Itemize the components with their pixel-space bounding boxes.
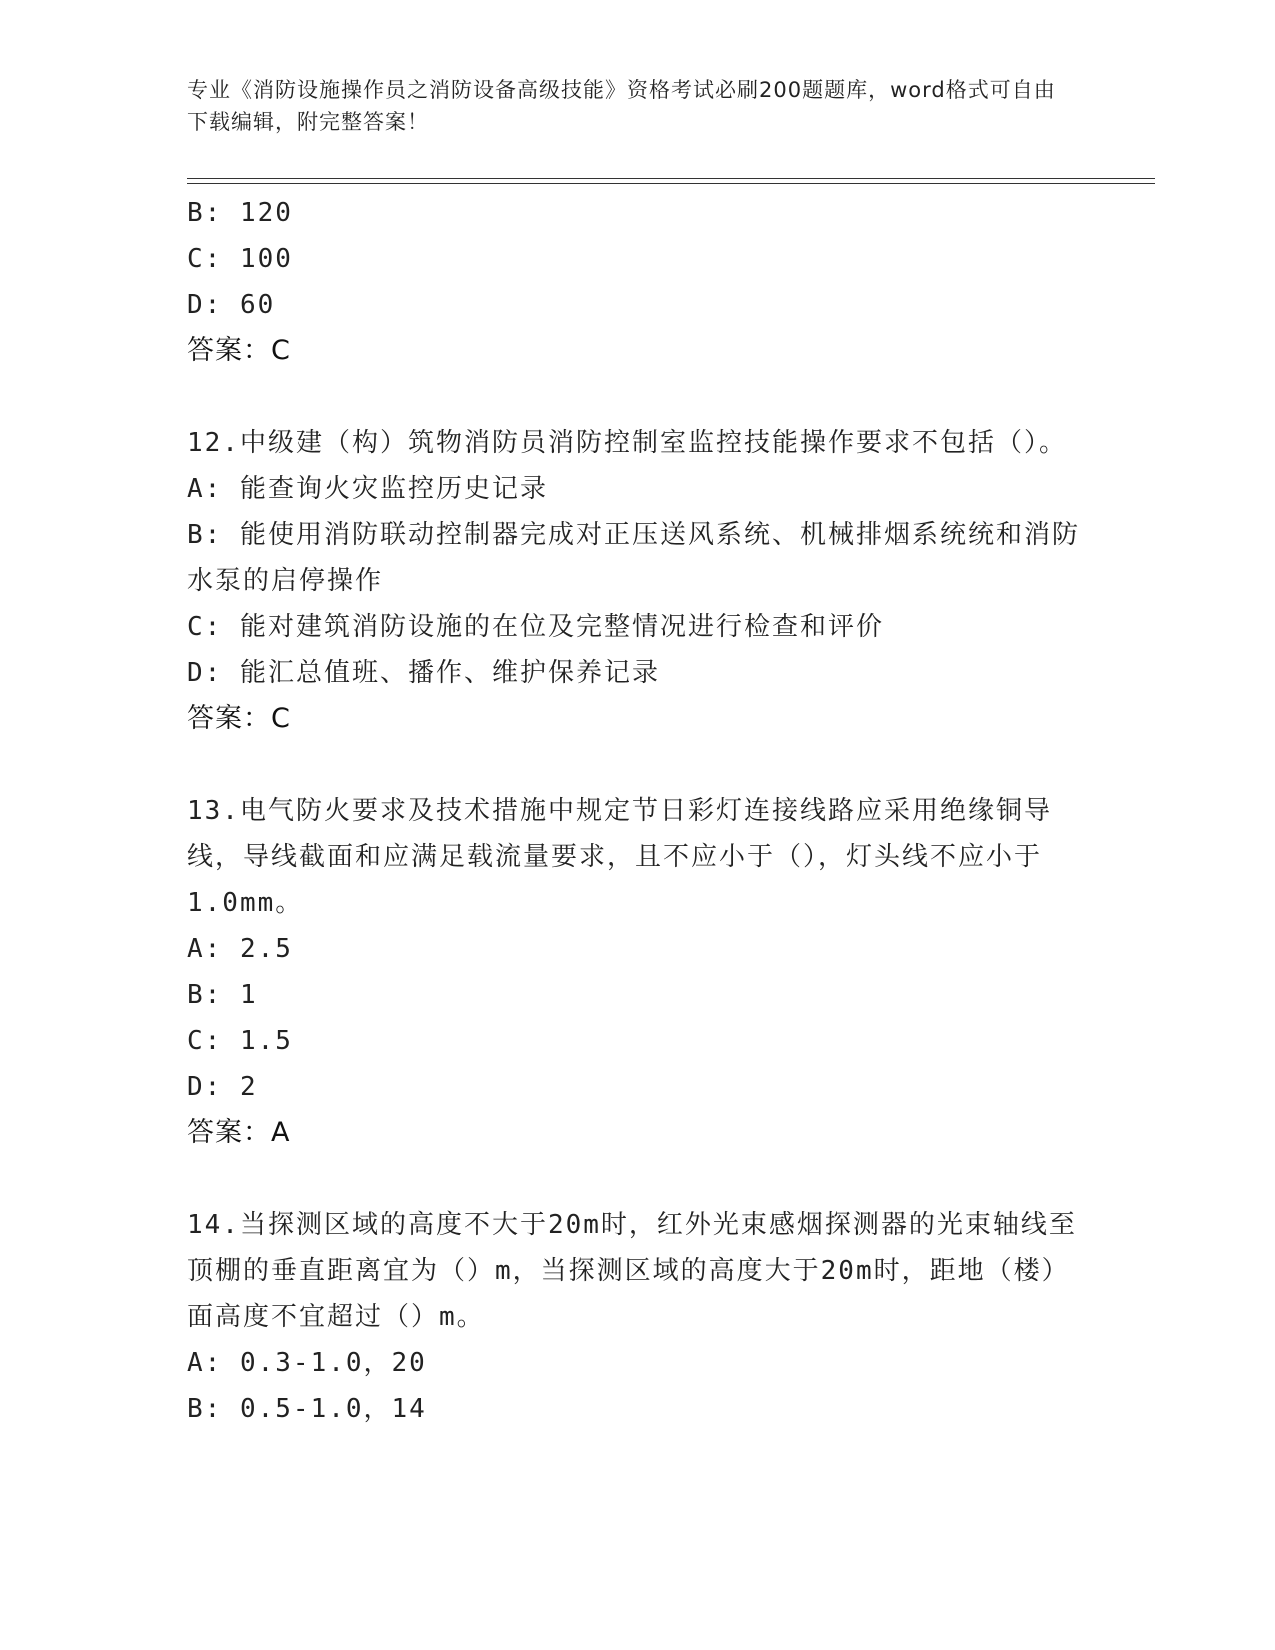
option-a: A: 2.5 [187, 934, 293, 964]
option-c: C: 1.5 [187, 1026, 293, 1056]
spacer [187, 742, 1087, 788]
option-b: B: 能使用消防联动控制器完成对正压送风系统、机械排烟系统统和消防水泵的启停操作 [187, 520, 1080, 596]
option-d: D: 2 [187, 1072, 258, 1102]
option-c: C: 能对建筑消防设施的在位及完整情况进行检查和评价 [187, 612, 884, 642]
question-14 [187, 1202, 1087, 1432]
question-11 [187, 190, 1087, 374]
option-a: A: 0.3-1.0，20 [187, 1348, 427, 1378]
spacer [187, 1156, 1087, 1202]
spacer [187, 374, 1087, 420]
option-c: C: 100 [187, 244, 293, 274]
question-stem: 12.中级建（构）筑物消防员消防控制室监控技能操作要求不包括（）。 [187, 428, 1067, 458]
option-b: B: 0.5-1.0，14 [187, 1394, 427, 1424]
question-stem: 13.电气防火要求及技术措施中规定节日彩灯连接线路应采用绝缘铜导线，导线截面和应满足载流量要求，且不应小于（），灯头线不应小于1.0mm。 [187, 796, 1052, 918]
header-divider-top [187, 178, 1155, 179]
question-stem: 14.当探测区域的高度不大于20m时，红外光束感烟探测器的光束轴线至顶棚的垂直距离宜为（）m，当探测区域的高度大于20m时，距地（楼）面高度不宜超过（）m。 [187, 1210, 1077, 1332]
option-d: D: 60 [187, 290, 276, 320]
answer-line: 答案：A [187, 1117, 291, 1148]
answer-line: 答案：C [187, 703, 291, 734]
option-d: D: 能汇总值班、播作、维护保养记录 [187, 658, 660, 688]
option-a: A: 能查询火灾监控历史记录 [187, 474, 548, 504]
page-header: 专业《消防设施操作员之消防设备高级技能》资格考试必刷200题题库，word格式可自由下载编辑，附完整答案！ [187, 78, 1056, 134]
option-b: B: 120 [187, 198, 293, 228]
option-b: B: 1 [187, 980, 258, 1010]
question-12 [187, 420, 1087, 742]
answer-line: 答案：C [187, 335, 291, 366]
question-13 [187, 788, 1087, 1156]
header-divider-bottom [187, 183, 1155, 184]
question-list [187, 190, 1087, 1432]
